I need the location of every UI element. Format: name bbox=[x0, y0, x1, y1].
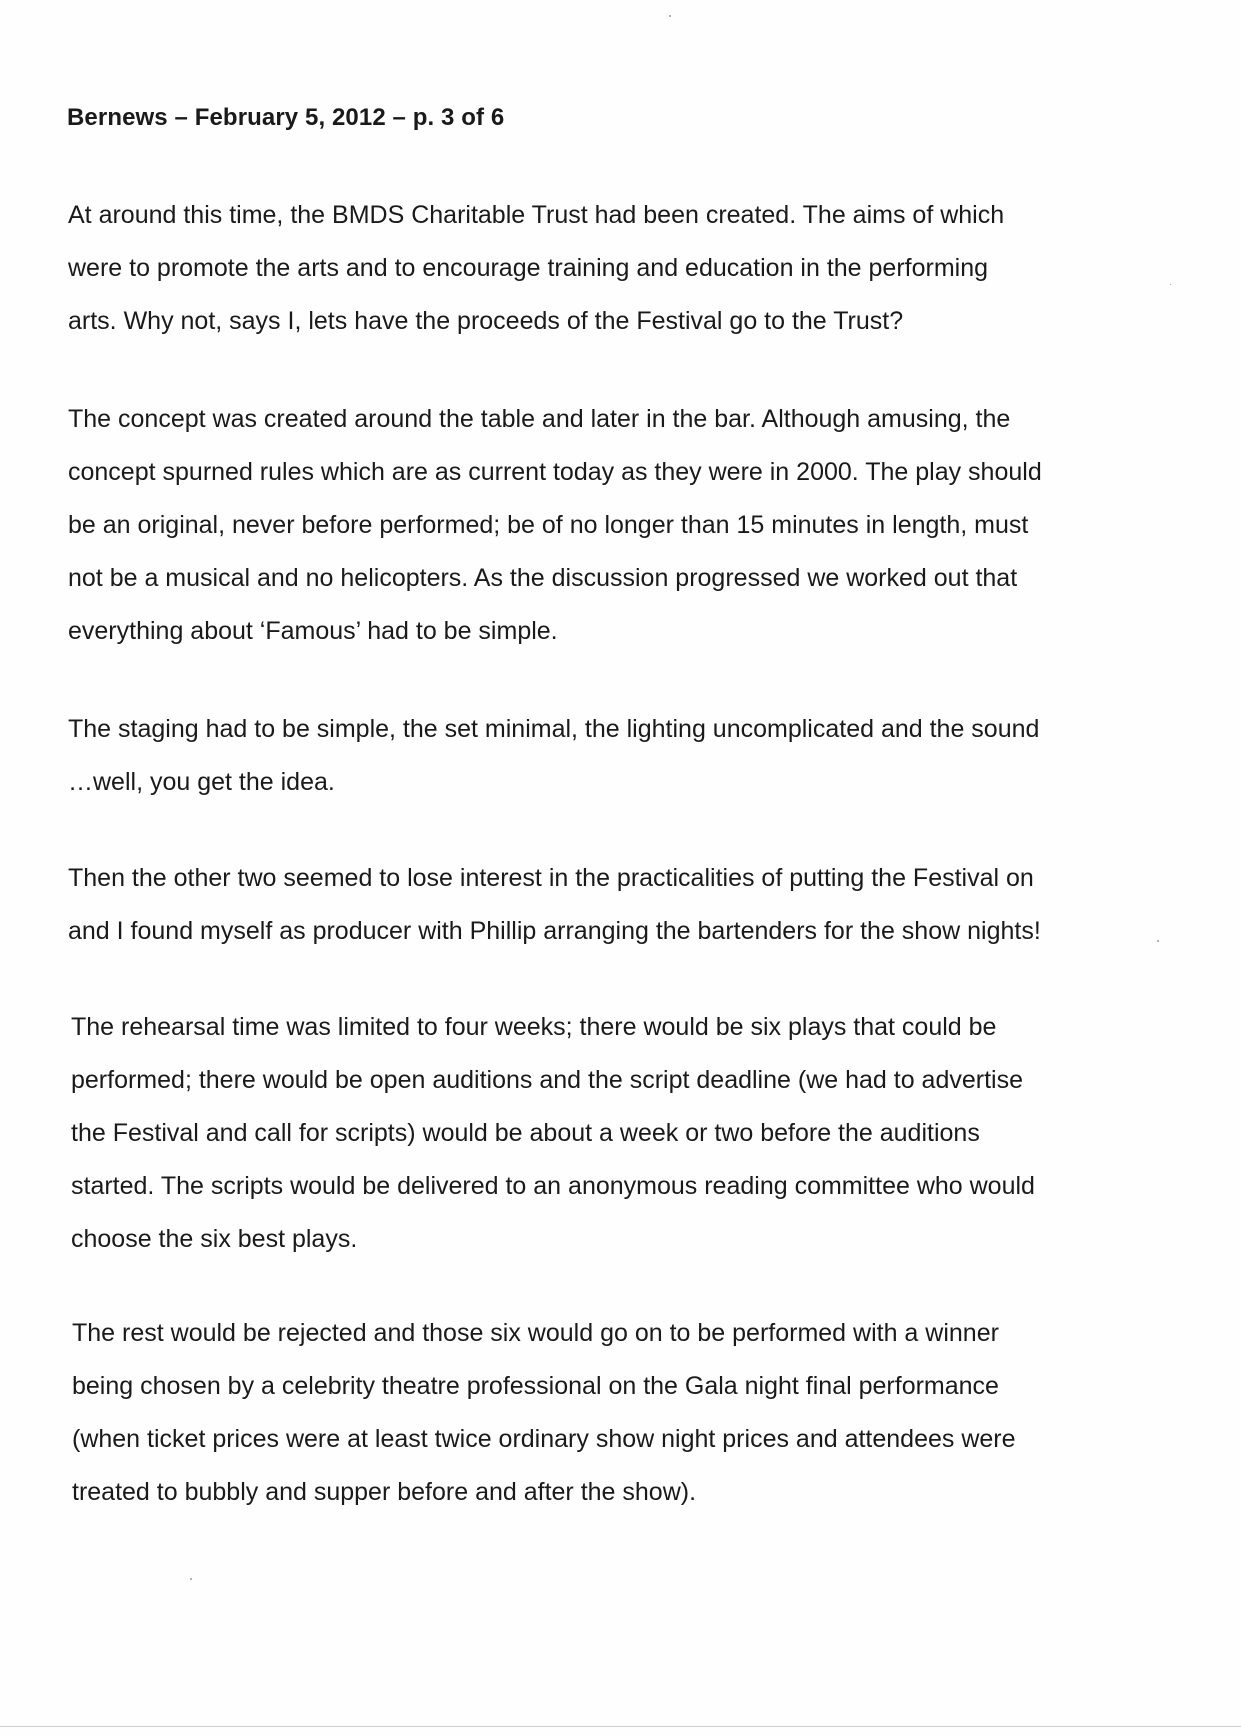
text-line: arts. Why not, says I, lets have the proceeds of the Festival go to the Trust? bbox=[68, 307, 904, 335]
text-line: be an original, never before performed; be of no longer than 15 minutes in length, must bbox=[68, 511, 1029, 539]
text-line: …well, you get the idea. bbox=[68, 768, 335, 796]
text-line: and I found myself as producer with Phillip arranging the bartenders for the show nights! bbox=[68, 917, 1041, 945]
text-line: The concept was created around the table and later in the bar. Although amusing, the bbox=[68, 405, 1011, 433]
paragraph-gala bbox=[72, 1307, 1182, 1519]
paragraph-trust bbox=[68, 189, 1178, 348]
text-line: treated to bubbly and supper before and after the show). bbox=[72, 1478, 697, 1506]
text-line: being chosen by a celebrity theatre professional on the Gala night final performance bbox=[72, 1372, 999, 1400]
text-line: started. The scripts would be delivered to an anonymous reading committee who would bbox=[71, 1172, 1035, 1200]
text-line: not be a musical and no helicopters. As the discussion progressed we worked out that bbox=[68, 564, 1018, 592]
page-edge-line bbox=[0, 1726, 1241, 1727]
text-line: everything about ‘Famous’ had to be simple. bbox=[68, 617, 558, 645]
text-line: concept spurned rules which are as current today as they were in 2000. The play should bbox=[68, 458, 1042, 486]
paragraph-rehearsal bbox=[71, 1001, 1181, 1266]
scan-speck bbox=[1157, 940, 1159, 942]
paragraph-staging bbox=[68, 703, 1178, 809]
text-line: performed; there would be open auditions and the script deadline (we had to advertise bbox=[71, 1066, 1023, 1094]
scan-speck bbox=[1170, 284, 1171, 285]
text-line: The staging had to be simple, the set minimal, the lighting uncomplicated and the sound bbox=[68, 715, 1040, 743]
text-line: The rest would be rejected and those six would go on to be performed with a winner bbox=[72, 1319, 999, 1347]
paragraph-concept bbox=[68, 393, 1178, 658]
text-line: The rehearsal time was limited to four weeks; there would be six plays that could be bbox=[71, 1013, 997, 1041]
scan-speck bbox=[190, 1578, 192, 1580]
text-line: At around this time, the BMDS Charitable Trust had been created. The aims of which bbox=[68, 201, 1005, 229]
paragraph-producer bbox=[68, 852, 1178, 958]
text-line: Then the other two seemed to lose interest in the practicalities of putting the Festival on bbox=[68, 864, 1034, 892]
page-header: Bernews – February 5, 2012 – p. 3 of 6 bbox=[67, 104, 505, 131]
text-line: choose the six best plays. bbox=[71, 1225, 358, 1253]
text-line: (when ticket prices were at least twice ordinary show night prices and attendees were bbox=[72, 1425, 1016, 1453]
scan-speck bbox=[669, 15, 671, 17]
text-line: were to promote the arts and to encourage training and education in the performing bbox=[68, 254, 989, 282]
text-line: the Festival and call for scripts) would be about a week or two before the auditions bbox=[71, 1119, 980, 1147]
